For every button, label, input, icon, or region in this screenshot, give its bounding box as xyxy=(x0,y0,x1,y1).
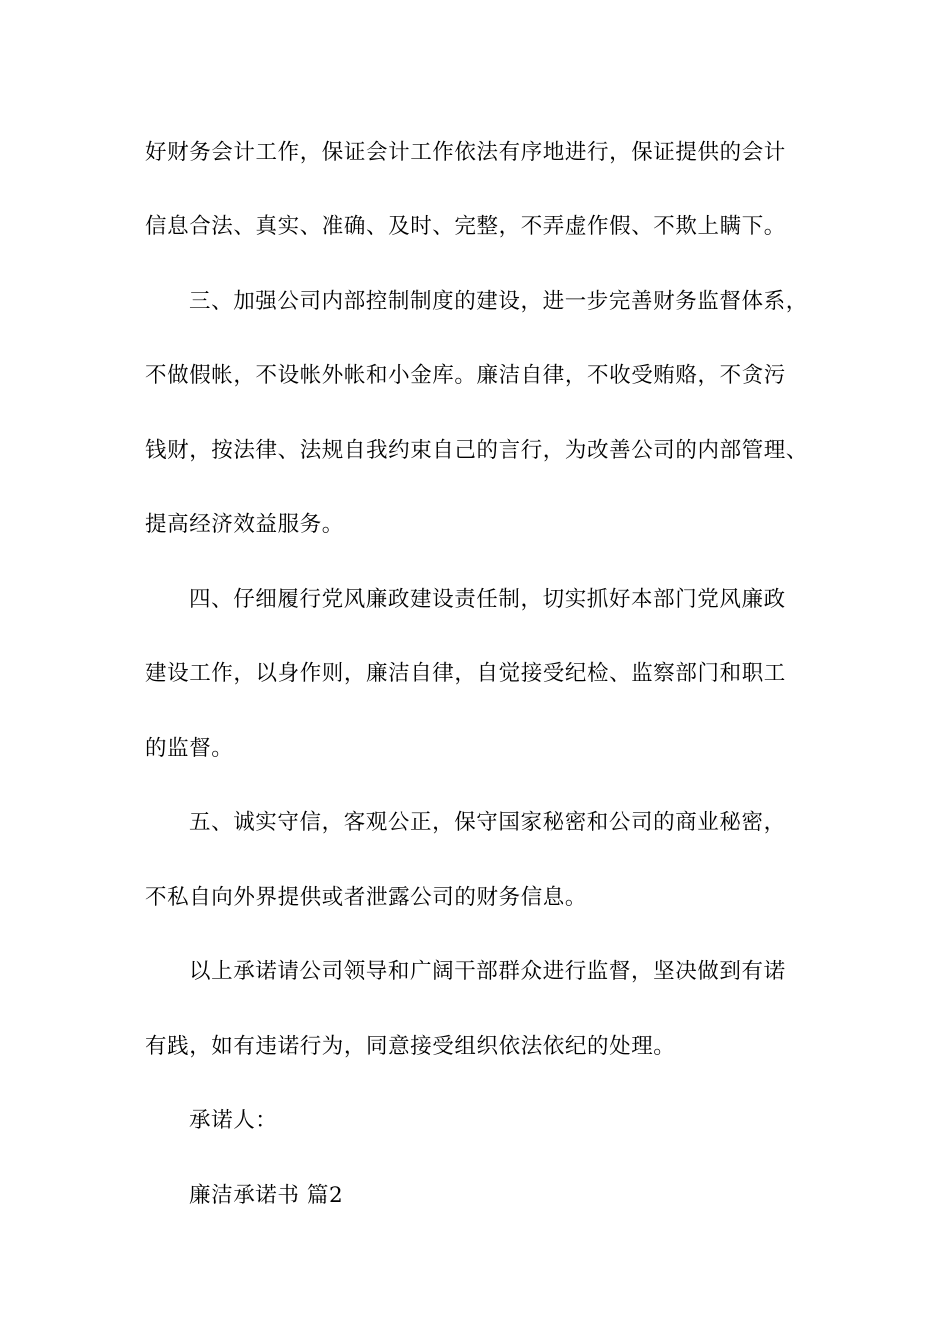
next-section-heading: 廉洁承诺书 篇2 xyxy=(189,1183,344,1208)
closing-paragraph-start: 以上承诺请公司领导和广阔干部群众进行监督，坚决做到有诺 xyxy=(189,959,786,984)
signatory-label: 承诺人： xyxy=(189,1108,278,1133)
section-five-paragraph-start: 五、诚实守信，客观公正，保守国家秘密和公司的商业秘密， xyxy=(189,810,786,835)
body-text-line: 有践，如有违诺行为，同意接受组织依法依纪的处理。 xyxy=(145,1034,676,1059)
section-four-paragraph-start: 四、仔细履行党风廉政建设责任制，切实抓好本部门党风廉政 xyxy=(189,587,786,612)
body-text-line: 建设工作，以身作则，廉洁自律，自觉接受纪检、监察部门和职工 xyxy=(145,661,786,686)
body-text-line: 的监督。 xyxy=(145,736,234,761)
body-text-line: 好财务会计工作，保证会计工作依法有序地进行，保证提供的会计 xyxy=(145,140,786,165)
body-text-line: 钱财，按法律、法规自我约束自己的言行，为改善公司的内部管理、 xyxy=(145,438,809,463)
body-text-line: 信息合法、真实、准确、及时、完整，不弄虚作假、不欺上瞒下。 xyxy=(145,214,786,239)
body-text-line: 不私自向外界提供或者泄露公司的财务信息。 xyxy=(145,885,588,910)
body-text-line: 不做假帐，不设帐外帐和小金库。廉洁自律，不收受贿赂，不贪污 xyxy=(145,363,786,388)
body-text-line: 提高经济效益服务。 xyxy=(145,512,344,537)
section-three-paragraph-start: 三、加强公司内部控制制度的建设，进一步完善财务监督体系， xyxy=(189,289,808,314)
